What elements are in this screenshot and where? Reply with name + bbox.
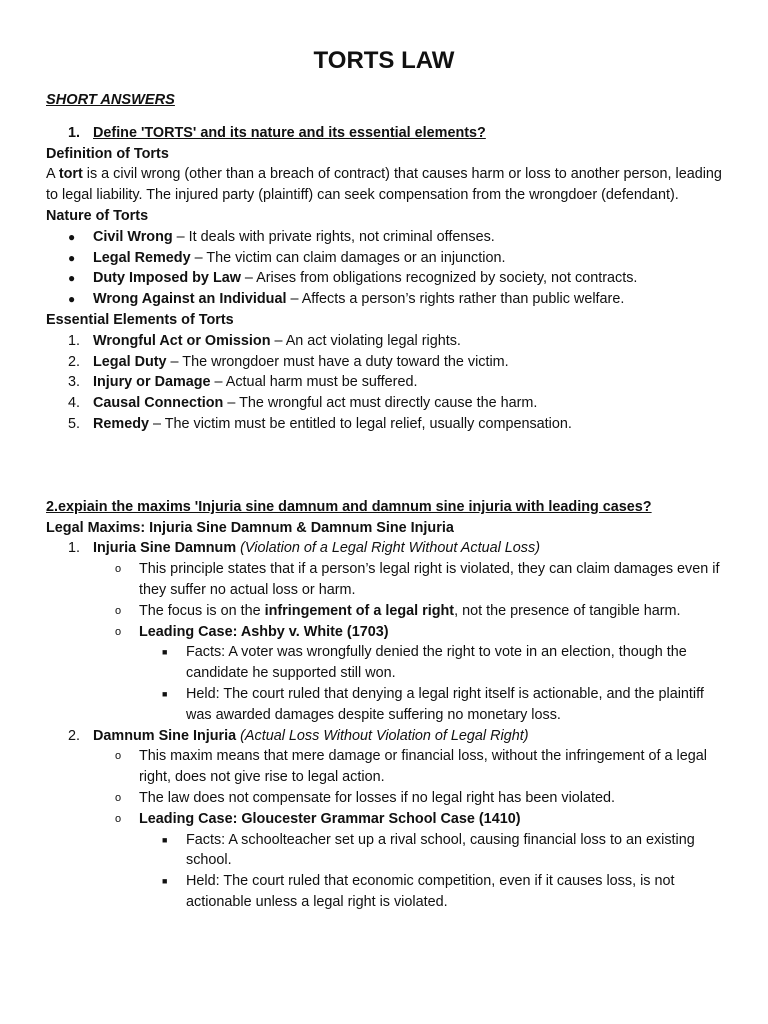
list-item <box>46 352 722 373</box>
item-term: Legal Remedy <box>93 249 191 266</box>
maxims-heading: Legal Maxims: Injuria Sine Damnum & Damnum Sine Injuria <box>46 519 454 536</box>
square-bullet-icon: ■ <box>162 647 168 658</box>
item-number: 1. <box>68 540 81 557</box>
item-term: Causal Connection <box>93 395 224 412</box>
nature-list <box>46 227 722 310</box>
item-text: – Actual harm must be suffered. <box>210 374 418 391</box>
list-item <box>46 830 722 872</box>
elements-heading: Essential Elements of Torts <box>46 311 234 328</box>
maxim-1 <box>46 538 722 559</box>
item-text: This principle states that if a person’s legal right is violated, they can claim damages even if they suffer no actual loss or harm. <box>139 561 720 598</box>
item-term: Wrongful Act or Omission <box>93 332 271 349</box>
item-text: – The victim must be entitled to legal relief, usually compensation. <box>149 415 572 432</box>
list-item <box>46 227 722 248</box>
question-number: 1. <box>68 124 81 141</box>
list-item <box>46 809 722 830</box>
item-text: The law does not compensate for losses if no legal right has been violated. <box>139 789 615 806</box>
circle-bullet-icon: o <box>115 750 122 763</box>
item-text: – Arises from obligations recognized by society, not contracts. <box>240 270 638 287</box>
bullet-icon: ● <box>68 271 76 286</box>
definition-text-start: A <box>46 166 59 183</box>
case-facts: Facts: A schoolteacher set up a rival school, causing financial loss to an existing school. <box>186 831 695 869</box>
item-term: Remedy <box>93 415 149 432</box>
list-item <box>46 331 722 352</box>
maxim-name: Damnum Sine Injuria <box>93 727 237 744</box>
item-term: Wrong Against an Individual <box>93 291 287 308</box>
circle-bullet-icon: o <box>115 563 122 576</box>
definition-heading: Definition of Torts <box>46 145 169 162</box>
item-text: , not the presence of tangible harm. <box>454 602 681 619</box>
list-item <box>46 393 722 414</box>
case-facts: Facts: A voter was wrongfully denied the right to vote in an election, though the candidate he supported still won. <box>186 644 687 682</box>
list-item <box>46 372 722 393</box>
bullet-icon: ● <box>68 292 76 307</box>
bullet-icon: ● <box>68 229 76 244</box>
leading-case: Leading Case: Ashby v. White (1703) <box>139 623 389 640</box>
list-item <box>46 289 722 310</box>
item-term: Injury or Damage <box>93 374 211 391</box>
case-held: Held: The court ruled that denying a legal right itself is actionable, and the plaintiff was awarded damages despite suffering no monetary loss. <box>186 685 704 723</box>
question-text: Define 'TORTS' and its nature and its essential elements? <box>93 124 486 141</box>
list-item <box>46 622 722 643</box>
list-item <box>46 248 722 269</box>
item-text: The focus is on the <box>139 602 265 619</box>
list-item <box>46 871 722 913</box>
elements-list <box>46 331 722 435</box>
definition-text-rest: is a civil wrong (other than a breach of contract) that causes harm or loss to another person, leading to legal liability. The injured party (plaintiff) can seek compensation from the wrongdoer (defendant). <box>46 166 722 204</box>
item-text: – An act violating legal rights. <box>270 332 461 349</box>
item-term: Duty Imposed by Law <box>93 270 241 287</box>
list-item <box>46 642 722 684</box>
square-bullet-icon: ■ <box>162 834 168 845</box>
item-text: – The victim can claim damages or an injunction. <box>190 249 506 266</box>
item-number: 2. <box>68 727 81 744</box>
list-item <box>46 559 722 601</box>
document-title: TORTS LAW <box>313 47 455 74</box>
item-text: – Affects a person’s rights rather than public welfare. <box>286 291 625 308</box>
definition-paragraph <box>46 164 722 206</box>
list-item <box>46 268 722 289</box>
circle-bullet-icon: o <box>115 791 122 804</box>
maxim-meaning: (Violation of a Legal Right Without Actual Loss) <box>236 540 540 557</box>
item-text: – The wrongful act must directly cause the harm. <box>223 395 538 412</box>
item-number: 1. <box>68 332 81 349</box>
square-bullet-icon: ■ <box>162 876 168 887</box>
list-item <box>46 601 722 622</box>
square-bullet-icon: ■ <box>162 688 168 699</box>
definition-term: tort <box>58 166 83 183</box>
circle-bullet-icon: o <box>115 812 122 825</box>
leading-case: Leading Case: Gloucester Grammar School Case (1410) <box>139 810 521 827</box>
item-number: 2. <box>68 353 81 370</box>
section-heading: SHORT ANSWERS <box>46 92 175 108</box>
item-text: – The wrongdoer must have a duty toward the victim. <box>166 353 509 370</box>
item-number: 3. <box>68 374 81 391</box>
list-item <box>46 788 722 809</box>
item-term: Civil Wrong <box>93 228 173 245</box>
item-term: Legal Duty <box>93 353 167 370</box>
maxim-2 <box>46 726 722 747</box>
maxim-meaning: (Actual Loss Without Violation of Legal Right) <box>236 727 529 744</box>
case-held: Held: The court ruled that economic competition, even if it causes loss, is not actionable unless a legal right is violated. <box>186 873 675 910</box>
list-item <box>46 746 722 788</box>
list-item <box>46 684 722 726</box>
item-number: 4. <box>68 395 81 412</box>
item-number: 5. <box>68 415 81 432</box>
item-term: infringement of a legal right <box>264 602 455 619</box>
blank-space <box>46 435 722 497</box>
question-1 <box>46 123 722 144</box>
list-item <box>46 414 722 435</box>
circle-bullet-icon: o <box>115 625 122 638</box>
bullet-icon: ● <box>68 250 76 265</box>
maxim-name: Injuria Sine Damnum <box>93 540 237 557</box>
item-text: This maxim means that mere damage or financial loss, without the infringement of a legal right, does not give rise to legal action. <box>139 748 707 786</box>
question-2: 2.expiain the maxims 'Injuria sine damnum and damnum sine injuria with leading cases? <box>46 498 652 515</box>
circle-bullet-icon: o <box>115 604 122 617</box>
nature-heading: Nature of Torts <box>46 207 149 224</box>
item-text: – It deals with private rights, not criminal offenses. <box>172 228 495 245</box>
